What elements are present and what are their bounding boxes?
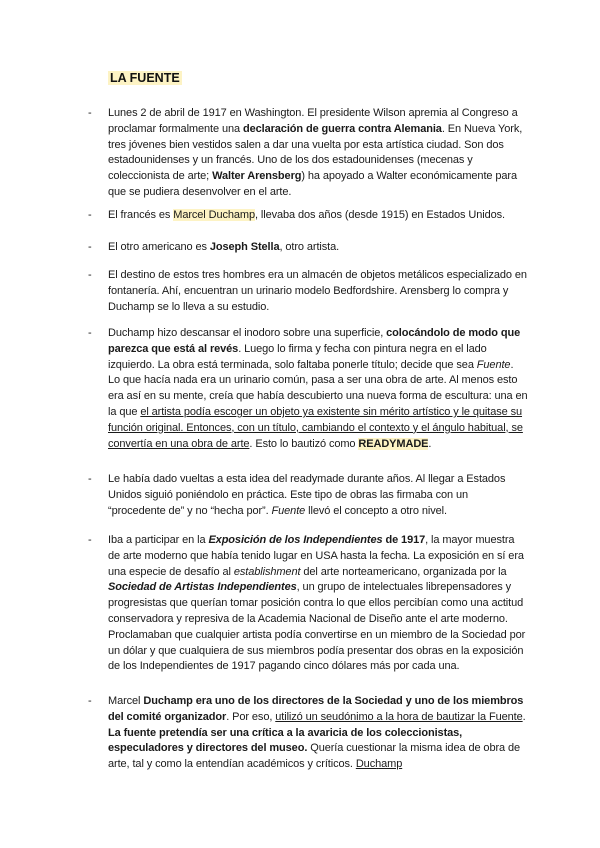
bullet-dash: - [88, 107, 92, 119]
list-item [88, 533, 528, 675]
text-run: El francés es [108, 209, 174, 221]
text-run: El destino de estos tres hombres era un almacén de objetos metálicos especializado en fontanería. Ahí, encuentran un urinario modelo Bedfordshire. Arensberg lo compra y Duchamp se lo lleva a su estudio. [108, 269, 527, 313]
text-run: Iba a participar en la [108, 534, 209, 546]
list-item [88, 240, 528, 256]
text-run: llevó el concepto a otro nivel. [305, 504, 447, 517]
text-run: , la mayor muestra de arte moderno que había tenido lugar en USA hasta la fecha. La exposición en sí era una especie de desafío al [108, 534, 524, 578]
bold-italic-text: Sociedad de Artistas Independientes [108, 581, 297, 594]
text-run: del arte norteamericano, organizada por la [300, 565, 507, 578]
text-run: El otro americano es [108, 241, 210, 253]
bold-text: La fuente pretendía ser una crítica a la avaricia de los coleccionistas, especuladores y directores del museo. [108, 726, 463, 755]
underlined-text: Duchamp [355, 758, 403, 771]
text-run: Duchamp hizo descansar el inodoro sobre una superficie, [108, 327, 387, 339]
text-run: . [522, 710, 526, 723]
text-run: . En Nueva York, tres jóvenes bien vestidos salen a dar una vuelta por esta artística ciudad. Son dos estadounidenses y un francés. Uno de los dos estadounidenses (mecenas y coleccionista de arte; [108, 122, 523, 183]
list-item [88, 106, 528, 201]
underlined-text: utilizó un seudónimo a la hora de bautizar la Fuente [275, 710, 523, 723]
text-run: , un grupo de intelectuales librepensadores y progresistas que querían tomar posición contra lo que ellos percibían como una actitud conservadora y represiva de la Academia Nacional de Diseño ante el arte moderno. Proclamaban que cualquier artista podía convertirse en un miembro de la Sociedad por un dólar y que cualquiera de sus miembros podía presentar dos obras en la exposición de los Independientes de 1917 pagando cinco dólares más por cada una. [108, 581, 526, 673]
text-run: . [428, 437, 432, 450]
paragraph-text [108, 326, 528, 452]
italic-text: Fuente [271, 504, 306, 517]
bold-text: declaración de guerra contra Alemania [242, 122, 442, 135]
bold-text: Walter Arensberg [212, 170, 302, 183]
bullet-dash: - [88, 327, 92, 339]
bullet-dash: - [88, 473, 92, 485]
bold-text: colocándolo de modo que parezca que está al revés [108, 327, 521, 355]
bullet-dash: - [88, 534, 92, 546]
paragraph-text [108, 208, 528, 224]
underlined-text: el artista podía escoger un objeto ya existente sin mérito artístico y le quitase su función original. Entonces, con un título, cambiando el contexto y el ángulo habitual, se convertía en una obra de arte [108, 405, 523, 450]
list-item [88, 694, 528, 773]
text-run: . Luego lo firma y fecha con pintura negra en el lado izquierdo. La obra está terminada, solo faltaba ponerle título; decide que sea [108, 342, 487, 371]
paragraph-text [108, 106, 528, 201]
paragraph-text [108, 240, 528, 256]
text-run: . Lo que hacía nada era un urinario común, pasa a ser una obra de arte. Al menos esto era así en su mente, creía que había descubierto una nueva forma de escultura: una en la que [108, 358, 528, 418]
text-run: , llevaba dos años (desde 1915) en Estados Unidos. [255, 209, 505, 221]
bold-text: Duchamp era uno de los directores de la Sociedad y uno de los miembros del comité organizador [108, 695, 524, 723]
highlighted-text: Marcel Duchamp [173, 209, 255, 221]
list-item [88, 268, 528, 315]
text-run: Quería cuestionar la misma idea de obra de arte, tal y como la entendían académicos y críticos. [108, 742, 521, 771]
paragraph-text [108, 694, 528, 773]
list-item [88, 326, 528, 452]
bullet-dash: - [88, 209, 92, 221]
list-item [88, 472, 528, 519]
paragraph-text [108, 533, 528, 675]
bullet-dash: - [88, 269, 92, 281]
bold-text: de 1917 [382, 534, 426, 546]
bold-text: Joseph Stella [209, 241, 280, 253]
bullet-dash: - [88, 695, 92, 707]
document-title: LA FUENTE [110, 71, 180, 85]
text-run: Lunes 2 de abril de 1917 en Washington. El presidente Wilson apremia al Congreso a proclamar formalmente una [108, 107, 518, 135]
italic-text: establishment [233, 565, 301, 578]
bullet-dash: - [88, 241, 92, 253]
paragraph-text [108, 268, 528, 315]
text-run: Marcel [108, 695, 144, 707]
paragraph-text [108, 472, 528, 519]
text-run: . Esto lo bautizó como [249, 437, 359, 450]
text-run: Le había dado vueltas a esta idea del readymade durante años. Al llegar a Estados Unidos siguió poniéndolo en práctica. Este tipo de obras las firmaba con un “procedente de” y no “hecha por”. [108, 473, 506, 517]
italic-text: Fuente [476, 358, 511, 371]
text-run: , otro artista. [279, 241, 340, 253]
readymade-term: READYMADE [358, 437, 429, 450]
text-run: . Por eso, [226, 710, 276, 723]
text-run: ) ha apoyado a Walter económicamente para que se pudiera desenvolver en el arte. [108, 170, 517, 198]
list-item [88, 208, 528, 224]
bold-italic-text: Exposición de los Independientes [208, 534, 383, 546]
